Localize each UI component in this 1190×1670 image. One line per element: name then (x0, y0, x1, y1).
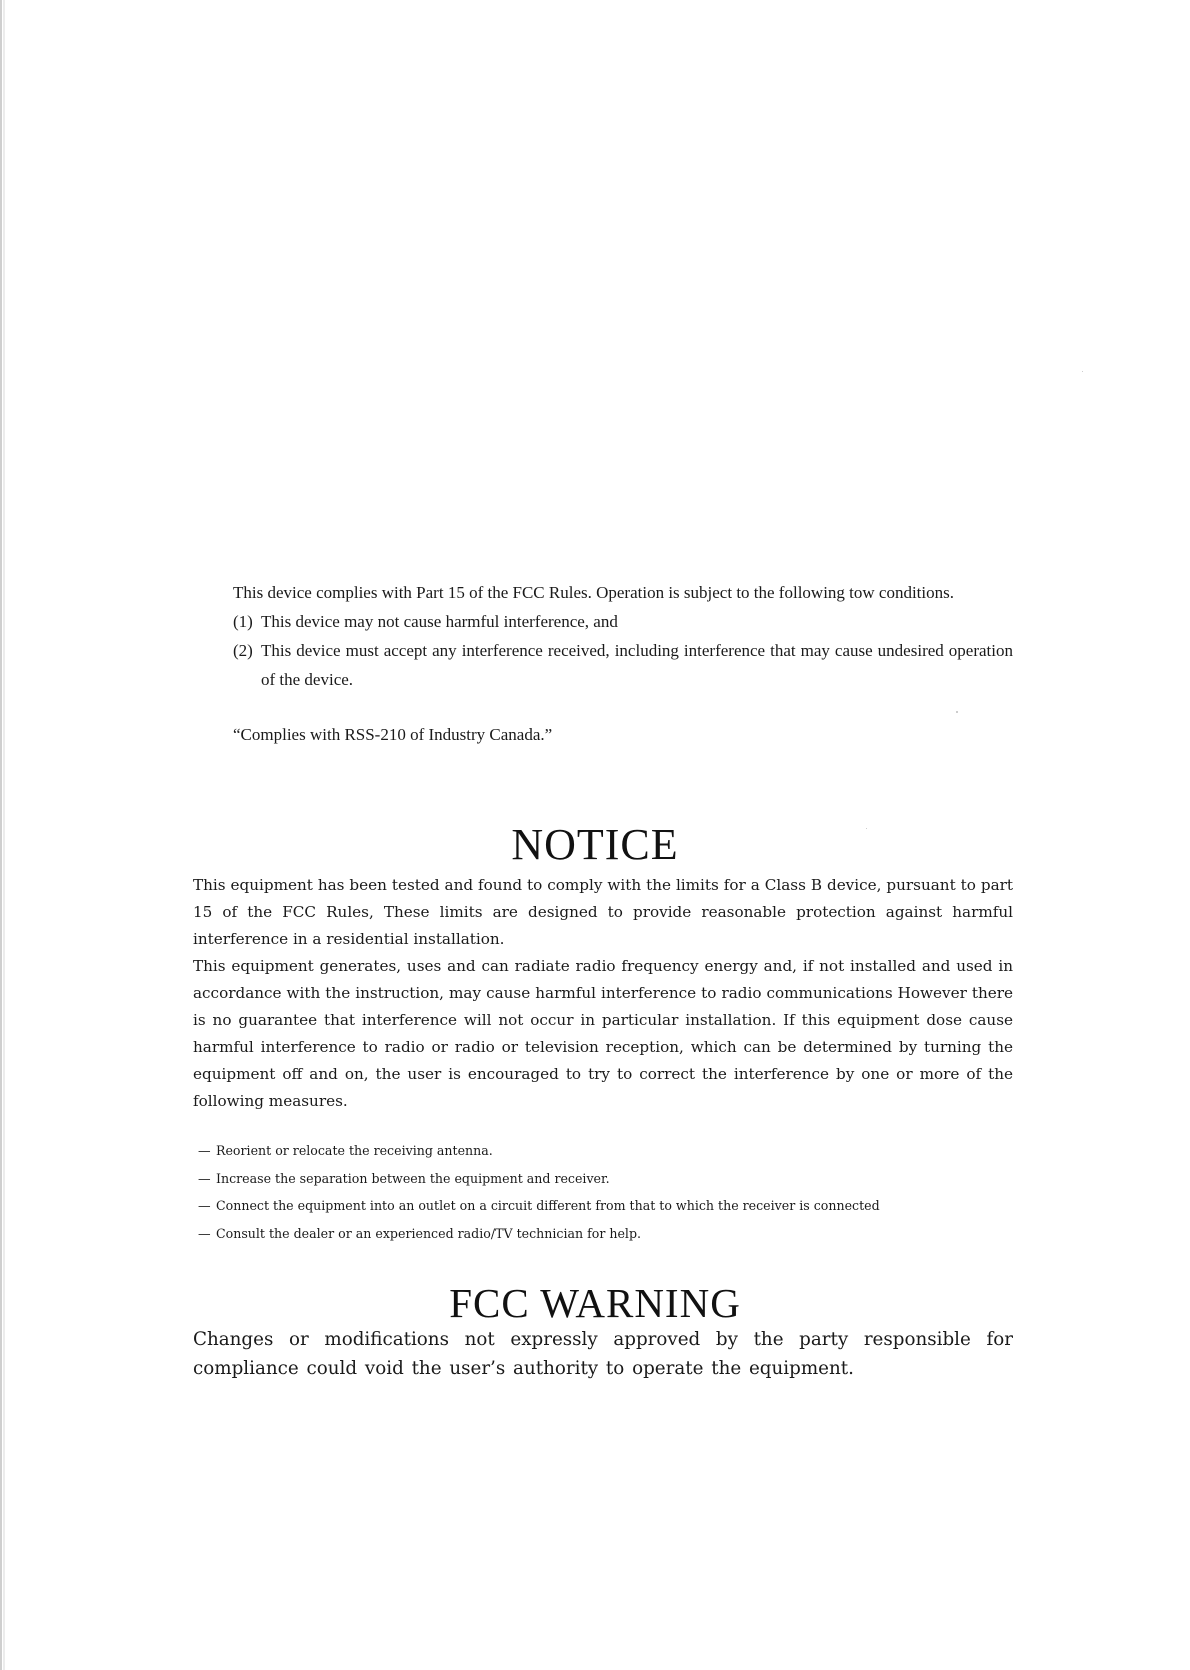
dash-bullet: — (198, 1225, 211, 1241)
measure-text: Consult the dealer or an experienced radio/TV technician for help. (216, 1225, 642, 1241)
condition-number: (1) (233, 612, 253, 631)
scan-speck (1082, 371, 1083, 372)
notice-body (193, 872, 1013, 1115)
condition-number: (2) (233, 641, 253, 660)
list-item (198, 1220, 1018, 1248)
fcc-warning-body (193, 1325, 1013, 1383)
condition-item (233, 636, 1013, 694)
warning-text: Changes or modifications not expressly approved by the party responsible for compliance could void the user’s authority to operate the equipment. (193, 1329, 1013, 1379)
list-item (198, 1165, 1018, 1193)
condition-item (233, 607, 1013, 636)
measure-text: Connect the equipment into an outlet on a circuit different from that to which the receiver is connected (216, 1198, 880, 1213)
list-item (198, 1137, 1018, 1165)
corrective-measures-list (198, 1137, 1018, 1247)
list-item (198, 1192, 1018, 1220)
dash-bullet: — (198, 1143, 211, 1158)
fcc-warning-heading: FCC WARNING (449, 1280, 741, 1326)
measure-text: Reorient or relocate the receiving antenna. (216, 1143, 493, 1158)
compliance-intro: This device complies with Part 15 of the FCC Rules. Operation is subject to the following tow conditions. (233, 583, 954, 602)
industry-canada-statement: “Complies with RSS-210 of Industry Canada.” (233, 725, 553, 744)
condition-text: This device may not cause harmful interference, and (261, 612, 618, 631)
fcc-compliance-statement (233, 578, 1013, 749)
notice-paragraph: This equipment generates, uses and can radiate radio frequency energy and, if not installed and used in accordance with the instruction, may cause harmful interference to radio communications However there is no guarantee that interference will not occur in particular installation. If this equipment dose cause harmful interference to radio or radio or television reception, which can be determined by turning the equipment off and on, the user is encouraged to try to correct the interference by one or more of the following measures. (193, 957, 1013, 1110)
measure-text: Increase the separation between the equipment and receiver. (216, 1170, 610, 1186)
dash-bullet: — (198, 1198, 211, 1213)
dash-bullet: — (198, 1170, 211, 1186)
notice-heading: NOTICE (511, 820, 679, 869)
condition-text: This device must accept any interference received, including interference that may cause undesired operation of the device. (261, 641, 1013, 689)
notice-paragraph: This equipment has been tested and found to comply with the limits for a Class B device, pursuant to part 15 of the FCC Rules, These limits are designed to provide reasonable protection against harmful interference in a residential installation. (193, 876, 1013, 948)
